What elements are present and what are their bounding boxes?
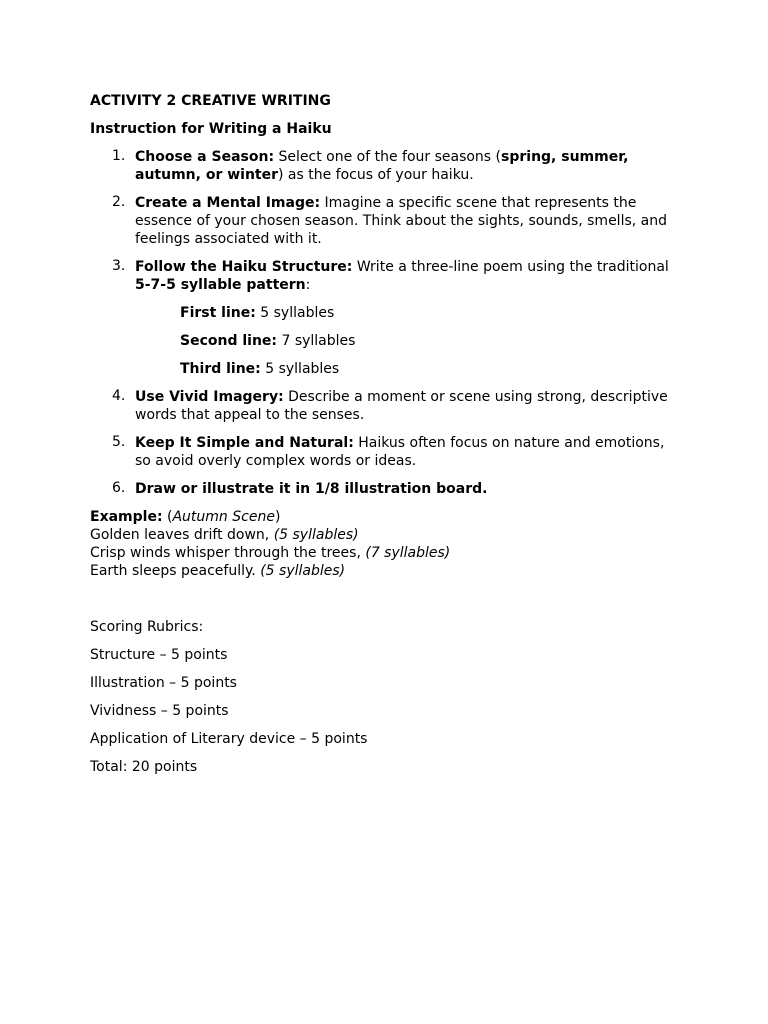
step-label: Choose a Season:: [135, 149, 275, 165]
rubrics-heading: Scoring Rubrics:: [90, 619, 204, 635]
list-number: 5.: [112, 434, 126, 450]
list-item: 5. Keep It Simple and Natural: Haikus often focus on nature and emotions, so avoid overly complex words or ideas.: [112, 434, 665, 469]
document-page: [90, 92, 680, 786]
list-item: [90, 480, 680, 498]
rubric-item: Vividness – 5 points: [90, 703, 229, 719]
rubric-total: Total: 20 points: [90, 759, 198, 775]
rubric-item: Illustration – 5 points: [90, 675, 237, 691]
step-label: Draw or illustrate it in 1/8 illustration board.: [135, 481, 488, 497]
example-heading: Example: (Autumn Scene): [90, 509, 281, 525]
example-line: Crisp winds whisper through the trees, (7 syllables): [90, 545, 451, 561]
syllable-line-item: Second line: 7 syllables: [180, 333, 356, 349]
step-label: Follow the Haiku Structure:: [135, 259, 353, 275]
step-label: Keep It Simple and Natural:: [135, 435, 354, 451]
rubric-item: Structure – 5 points: [90, 647, 228, 663]
instruction-list-continued: [90, 388, 680, 498]
list-item: 1. Choose a Season: Select one of the four seasons (spring, summer, autumn, or winter) as the focus of your haiku.: [112, 148, 629, 183]
list-item: 4. Use Vivid Imagery: Describe a moment or scene using strong, descriptive words that appeal to the senses.: [112, 388, 668, 423]
example-line: Earth sleeps peacefully. (5 syllables): [90, 563, 346, 579]
step-label: Create a Mental Image:: [135, 195, 321, 211]
instruction-list: [90, 148, 680, 294]
example-line: Golden leaves drift down, (5 syllables): [90, 527, 359, 543]
list-number: 2.: [112, 194, 126, 210]
list-item: 3. Follow the Haiku Structure: Write a three-line poem using the traditional 5-7-5 syllable pattern:: [112, 258, 669, 293]
syllable-line-item: First line: 5 syllables: [180, 305, 335, 321]
list-number: 4.: [112, 388, 126, 404]
rubric-item: Application of Literary device – 5 points: [90, 731, 368, 747]
list-item: 2. Create a Mental Image: Imagine a specific scene that represents the essence of your chosen season. Think about the sights, sounds, smells, and feelings associated with it.: [112, 194, 667, 247]
scoring-rubrics: [90, 618, 680, 776]
list-number: 1.: [112, 148, 126, 164]
page-subtitle: Instruction for Writing a Haiku: [90, 121, 332, 137]
list-number: 6.: [112, 480, 126, 496]
page-title: ACTIVITY 2 CREATIVE WRITING: [90, 93, 331, 109]
example-block: [90, 508, 680, 580]
syllable-line-item: Third line: 5 syllables: [180, 361, 340, 377]
syllable-pattern-list: [90, 304, 680, 378]
list-number: 3.: [112, 258, 126, 274]
step-label: Use Vivid Imagery:: [135, 389, 284, 405]
